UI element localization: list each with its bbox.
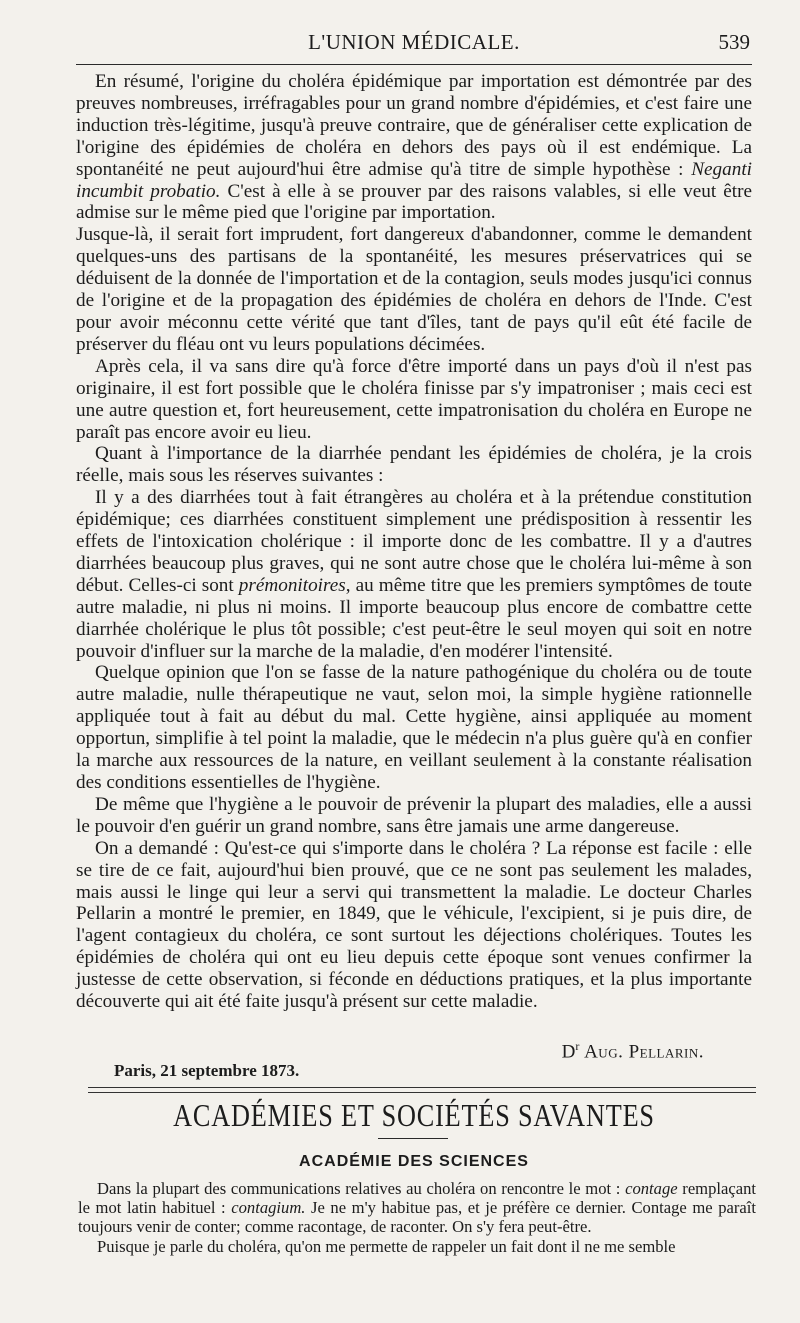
section-divider [88,1087,756,1093]
heading-rule [378,1138,448,1139]
paragraph: Quelque opinion que l'on se fasse de la nature pathogénique du choléra ou de toute autre maladie, nulle thérapeutique ne vaut, selon moi, la simple hygiène rationnelle appliquée tout à fait au début du mal. Cette hygiène, ainsi appliquée au moment opportun, simplifie à tel point la maladie, que le médecin n'a plus guère qu'à en confier la marche aux ressources de la nature, en veillant seulement à la constante réalisation des conditions essentielles de l'hygiène. [76,662,752,793]
emphasis: contage [625,1179,678,1198]
latin-phrase: Neganti incumbit probatio. [76,158,752,202]
paragraph: Puisque je parle du choléra, qu'on me permette de rappeler un fait dont il ne me semble [97,1236,676,1256]
paragraph: Jusque-là, il serait fort imprudent, fort dangereux d'abandonner, comme le demandent quelques-uns des partisans de la spontanéité, les mesures préservatrices qui se déduisent de la donnée de l'importation et de la contagion, seuls modes jusqu'ici connus de l'origine et de la propagation des épidémies de choléra en dehors de l'Inde. C'est pour avoir méconnu cette vérité que tant d'îles, tant de pays qu'il eût été facile de préserver du fléau ont vu leurs populations décimées. [76,224,752,355]
author-name: Aug. Pellarin. [584,1041,704,1063]
paragraph: Dans la plupart des communications relatives au choléra on rencontre le mot : contage remplaçant le mot latin habituel : contagium. Je ne m'y habitue pas, et je préfère ce dernier. Contage me paraît toujours venir de conter; comme racontage, de raconter. On s'y fera peut-être. [78,1179,756,1237]
author-signature: $D^r$ Aug. Pellarin. [561,1039,704,1063]
paragraph: Quant à l'importance de la diarrhée pendant les épidémies de choléra, je la crois réelle, mais sous les réserves suivantes : [76,443,752,487]
page-number: 539 [718,30,750,54]
dateline: Paris, 21 septembre 1873. [114,1061,300,1080]
paragraph: On a demandé : Qu'est-ce qui s'importe dans le choléra ? La réponse est facile : elle se tire de ce fait, aujourd'hui bien prouvé, que ce ne sont pas seulement les malades, mais aussi le linge qui leur a servi qui transmettent la maladie. Le docteur Charles Pellarin a montré le premier, en 1849, que le véhicule, l'excipient, si je puis dire, de l'agent contagieux du choléra, ce sont surtout les déjections cholériques. Toutes les épidémies de choléra qui ont eu lieu depuis cette époque sont venues confirmer la justesse de cette observation, si féconde en déductions pratiques, et la plus importante découverte qui ait été faite jusqu'à présent sur cette maladie. [76,837,752,1013]
article-body [76,71,752,1013]
paragraph: Après cela, il va sans dire qu'à force d'être importé dans un pays d'où il n'est pas originaire, il est fort possible que le choléra finisse par s'y impatroniser ; mais ceci est une autre question et, fort heureusement, cette impatronisation du choléra en Europe ne paraît pas encore avoir eu lieu. [76,355,752,443]
journal-title: L'UNION MÉDICALE. [308,30,520,54]
section-heading: ACADÉMIES ET SOCIÉTÉS SAVANTES [173,1097,655,1133]
header-rule [76,64,752,65]
emphasis: prémonitoires [238,574,346,596]
subsection-heading: ACADÉMIE DES SCIENCES [299,1153,529,1170]
paragraph: En résumé, l'origine du choléra épidémique par importation est démontrée par des preuves nombreuses, irréfragables pour un grand nombre d'épidémies, et c'est faire une induction très-légitime, jusqu'à preuve contraire, que de généraliser cette explication de l'origine des épidémies de choléra en dehors des pays où il est endémique. La spontanéité ne peut aujourd'hui être admise qu'à titre de simple hypothèse : Neganti incumbit probatio. C'est à elle à se prouver par des raisons valables, si elle veut être admise sur le même pied que l'origine par importation. [76,71,752,224]
section-body [78,1179,756,1256]
paragraph: De même que l'hygiène a le pouvoir de prévenir la plupart des maladies, elle a aussi le pouvoir d'en guérir un grand nombre, sans être jamais une arme dangereuse. [76,793,752,837]
paragraph: Il y a des diarrhées tout à fait étrangères au choléra et à la prétendue constitution épidémique; ces diarrhées constituent simplement une prédisposition à ressentir les effets de l'intoxication cholérique : il importe donc de les combattre. Il y a d'autres diarrhées beaucoup plus graves, qui ne sont autre chose que le choléra lui-même à son début. Celles-ci sont prémonitoires, au même titre que les premiers symptômes de toute autre maladie, ni plus ni moins. Il importe beaucoup plus encore de combattre cette diarrhée cholérique le plus tôt possible; c'est peut-être le seul moyen qui soit en notre pouvoir d'influer sur la marche de la maladie, d'en modérer l'intensité. [76,487,752,662]
running-head [76,28,752,62]
emphasis: contagium. [231,1198,306,1218]
